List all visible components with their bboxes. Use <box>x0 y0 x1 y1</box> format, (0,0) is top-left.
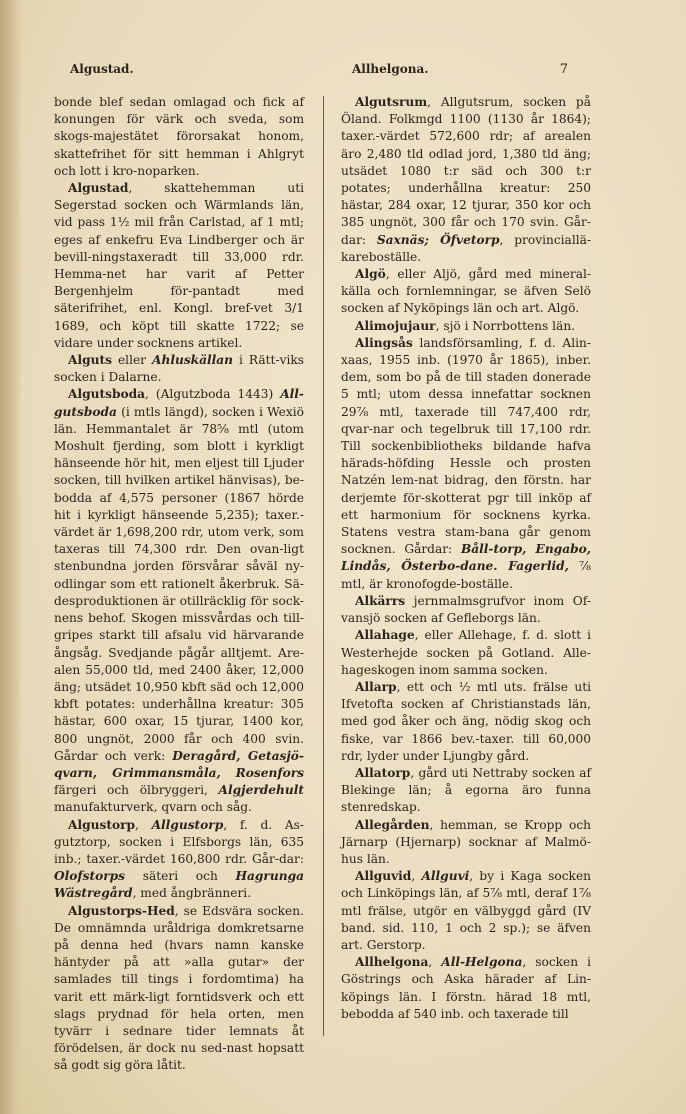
column-divider <box>323 96 324 1036</box>
page-number: 7 <box>559 62 568 77</box>
entry-headword: Allegården <box>355 817 430 832</box>
entry-headword: Alkärrs <box>355 593 406 608</box>
entry-headword: Allguvid <box>355 869 412 884</box>
entry-text: , gård uti Nettraby socken af Blekinge län; å egorna äro funna stenredskap. <box>341 765 591 815</box>
entry-headword: Alguts <box>68 353 112 368</box>
entry-text: , <box>411 869 422 884</box>
entry-italic-text: Rosenfors <box>235 765 304 780</box>
entry-text: , sjö i Norrbottens län. <box>435 318 576 333</box>
entry-text: , <box>135 817 152 832</box>
entry-text: , provinciallä-kareboställe. <box>341 232 592 264</box>
header-left-word: Algustad. <box>70 62 134 76</box>
entry-headword: Alingsås <box>355 335 413 350</box>
entry-headword: Allahage <box>355 628 415 643</box>
entry-italic-text: Olofstorps <box>54 869 126 884</box>
entry-text: manufakturverk, qvarn och såg. <box>54 800 252 815</box>
dictionary-entry <box>341 954 591 1023</box>
entry-text: bonde blef sedan omlagad och fick af konungen för värk och sveda, som skogs-majestätet förorsakat honom, skattefrihet för sitt hemman i Ahlgryt och lott i kro-noparken. <box>54 95 304 178</box>
entry-headword: Algö <box>355 267 386 282</box>
dictionary-entry <box>341 593 591 627</box>
dictionary-entry <box>54 386 304 816</box>
entry-italic-text: Hagrunga Wästregård <box>54 869 304 901</box>
entry-headword: Algustorp <box>68 817 136 832</box>
page-binding-edge <box>0 0 22 1114</box>
entry-text: , hemman, se Kropp och Järnarp (Hjernarp) socknar af Malmö-hus län. <box>341 817 591 866</box>
entry-text: , by i Kaga socken och Linköpings län, af 5⅞ mtl, deraf 1⅞ mtl frälse, utgör en välbyggd gård (IV band. sid. 110, 1 och 2 sp.); se äfven art. Gerstorp. <box>341 869 592 952</box>
entry-text: , eller Aljö, gård med mineral-källa och fornlemningar, se äfven Selö socken af Nyköpings län och art. Algö. <box>341 267 591 316</box>
dictionary-entry <box>341 335 591 593</box>
dictionary-entry <box>341 627 591 679</box>
entry-text: ⅞ mtl, är kronofogde-boställe. <box>341 559 591 591</box>
dictionary-entry <box>341 817 591 869</box>
entry-text: , skattehemman uti Segerstad socken och Wärmlands län, vid pass 1½ mil från Carlstad, af 1 mtl; eges af enkefru Eva Lindberger och är bevill-ningstaxeradt till 33,000 rdr. Hemma-net har varit af Petter Bergenhjelm för-pantadt med säterifrihet, enl. Kongl. bref-vet 3/1 1689, och köpt till skatte 1722; se vidare under socknens artikel. <box>54 181 304 350</box>
entry-headword: Allhelgona <box>355 955 429 970</box>
entry-text: i Rätt-viks socken i Dalarne. <box>54 353 304 385</box>
entry-text: , socken i Göstrings och Aska härader af Lin-köpings län. I förstn. härad 18 mtl, bebodda af 540 inb. och taxerade till <box>341 955 592 1021</box>
entry-text: säteri och <box>125 869 236 884</box>
entry-headword: Algustad <box>68 181 129 196</box>
dictionary-entry <box>341 765 591 817</box>
dictionary-entry <box>341 266 591 318</box>
entry-italic-text: Allguvi <box>421 869 470 884</box>
entry-italic-text: Allgustorp <box>151 817 224 832</box>
entry-text: , <box>428 955 442 970</box>
entry-headword: Alimojujaur <box>355 318 436 333</box>
entry-text: , ett och ½ mtl uts. frälse uti Ifvetofta socken af Christianstads län, med god åker och äng, nödig skog och fiske, var 1866 bev.-taxer. till 60,000 rdr, lyder under Ljungby gård. <box>341 679 591 763</box>
entry-text: , (Algutzboda 1443) <box>145 387 281 402</box>
entry-italic-text: All-Helgona <box>441 955 523 970</box>
running-header <box>0 62 686 80</box>
entry-text: , Allgutsrum, socken på Öland. Folkmgd 1100 (1130 år 1864); taxer.-värdet 572,600 rdr; af arealen äro 2,480 tld odlad jord, 1,380 tld äng; utsädet 1080 t:r säd och 300 t:r potates; underhållna kreatur: 250 hästar, 284 oxar, 12 tjurar, 350 kor och 385 ungnöt, 300 får och 170 svin. Går-dar: <box>341 95 591 247</box>
entry-text <box>221 766 236 780</box>
dictionary-entry <box>341 679 591 765</box>
entry-text: , med ångbränneri. <box>132 886 252 901</box>
entry-headword: Allarp <box>355 679 397 694</box>
entry-text: jernmalmsgrufvor inom Of-vansjö socken af Gefleborgs län. <box>341 593 591 626</box>
entry-headword: Allatorp <box>355 765 411 780</box>
entry-headword: Algutsrum <box>355 95 428 109</box>
entry-italic-text: Deragård, Getasjö-qvarn, Grimmansmåla, <box>54 748 304 780</box>
left-column <box>54 94 304 1075</box>
entry-text: (i mtls längd), socken i Wexiö län. Hemmantalet är 78⅝ mtl (utom Moshult fjerding, som blott i kyrkligt hänseende hör hit, men eljest till Ljuder socken, till hvilken artikel hänvisas), be-bodda af 4,575 personer (1867 hörde hit i kyrkligt hänseende 5,235); taxer.-värdet är 1,698,200 rdr, utom verk, som taxeras till 74,300 rdr. Den ovan-ligt stenbundna jorden försvårar såväl ny-odlingar som ett rationelt åkerbruk. Sä-desproduktionen är otillräcklig för sock-nens behof. Skogen missvårdas och till-gripes starkt till afsalu vid härvarande ångsåg. Svedjande pågår alltjemt. Are-alen 55,000 tld, med 2400 åker, 12,000 äng; utsädet 10,950 kbft säd och 12,000 kbft potates: underhållna kreatur: 305 hästar, 600 oxar, 15 tjurar, 1400 kor, 800 ungnöt, 2000 får och 400 svin. Gårdar och verk: <box>54 404 304 763</box>
entry-italic-text: Algjerdehult <box>218 783 304 798</box>
header-right-word: Allhelgona. <box>352 62 429 76</box>
dictionary-entry <box>54 180 304 352</box>
dictionary-entry <box>54 903 304 1075</box>
dictionary-entry <box>341 318 591 335</box>
entry-text: landsförsamling, f. d. Alin-xaas, 1955 inb. (1970 år 1865), inber. dem, som bo på de till staden donerade 5 mtl; utom dessa innefattar socknen 29⅞ mtl, taxerade till 747,400 rdr, qvar-nar och tegelbruk till 17,100 rdr. Till sockenbibliotheks bildande hafva härads-höfding Hessle och prosten Natzén lem-nat bidrag, den förstn. har derjemte för-skotterat pgr till inköp af ett harmonium för socknens kyrka. Statens vestra stam-bana går genom socknen. Gårdar: <box>341 335 591 557</box>
entry-text: eller <box>111 353 153 368</box>
entry-text: , f. d. As-gutztorp, socken i Elfsborgs län, 635 inb.; taxer.-värdet 160,800 rdr. Går-dar: <box>54 817 304 866</box>
entry-headword: Algutsboda <box>68 387 146 402</box>
dictionary-entry <box>54 352 304 386</box>
right-column <box>341 94 591 1023</box>
dictionary-entry <box>341 868 591 954</box>
entry-text: , se Edsvära socken. De omnämnda uråldriga domkretsarne på denna hed (hvars namn kanske häntyder på att »alla gutar» der samlades till tings i fordomtima) ha varit ett märk-ligt forntidsverk och ett slags prydnad för hela orten, men tyvärr i sednare tider lemnats åt förödelsen, är dock nu sed-nast hopsatt så godt sig göra låtit. <box>54 903 304 1073</box>
entry-italic-text: Saxnäs; Öfvetorp <box>376 232 500 247</box>
entry-italic-text: Båll-torp, Engabo, Lindås, Österbo-dane. Fagerlid, <box>341 542 591 574</box>
entry-italic-text: All-gutsboda <box>54 387 304 419</box>
entry-text: färgeri och ölbryggeri, <box>54 783 219 798</box>
dictionary-entry <box>54 94 304 180</box>
dictionary-entry <box>341 94 591 266</box>
entry-text: , eller Allehage, f. d. slott i Westerhejde socken på Gotland. Alle-hageskogen inom samma socken. <box>341 628 591 677</box>
dictionary-entry <box>54 817 304 903</box>
entry-italic-text: Ahluskällan <box>152 353 234 368</box>
entry-headword: Algustorps-Hed <box>68 903 175 918</box>
